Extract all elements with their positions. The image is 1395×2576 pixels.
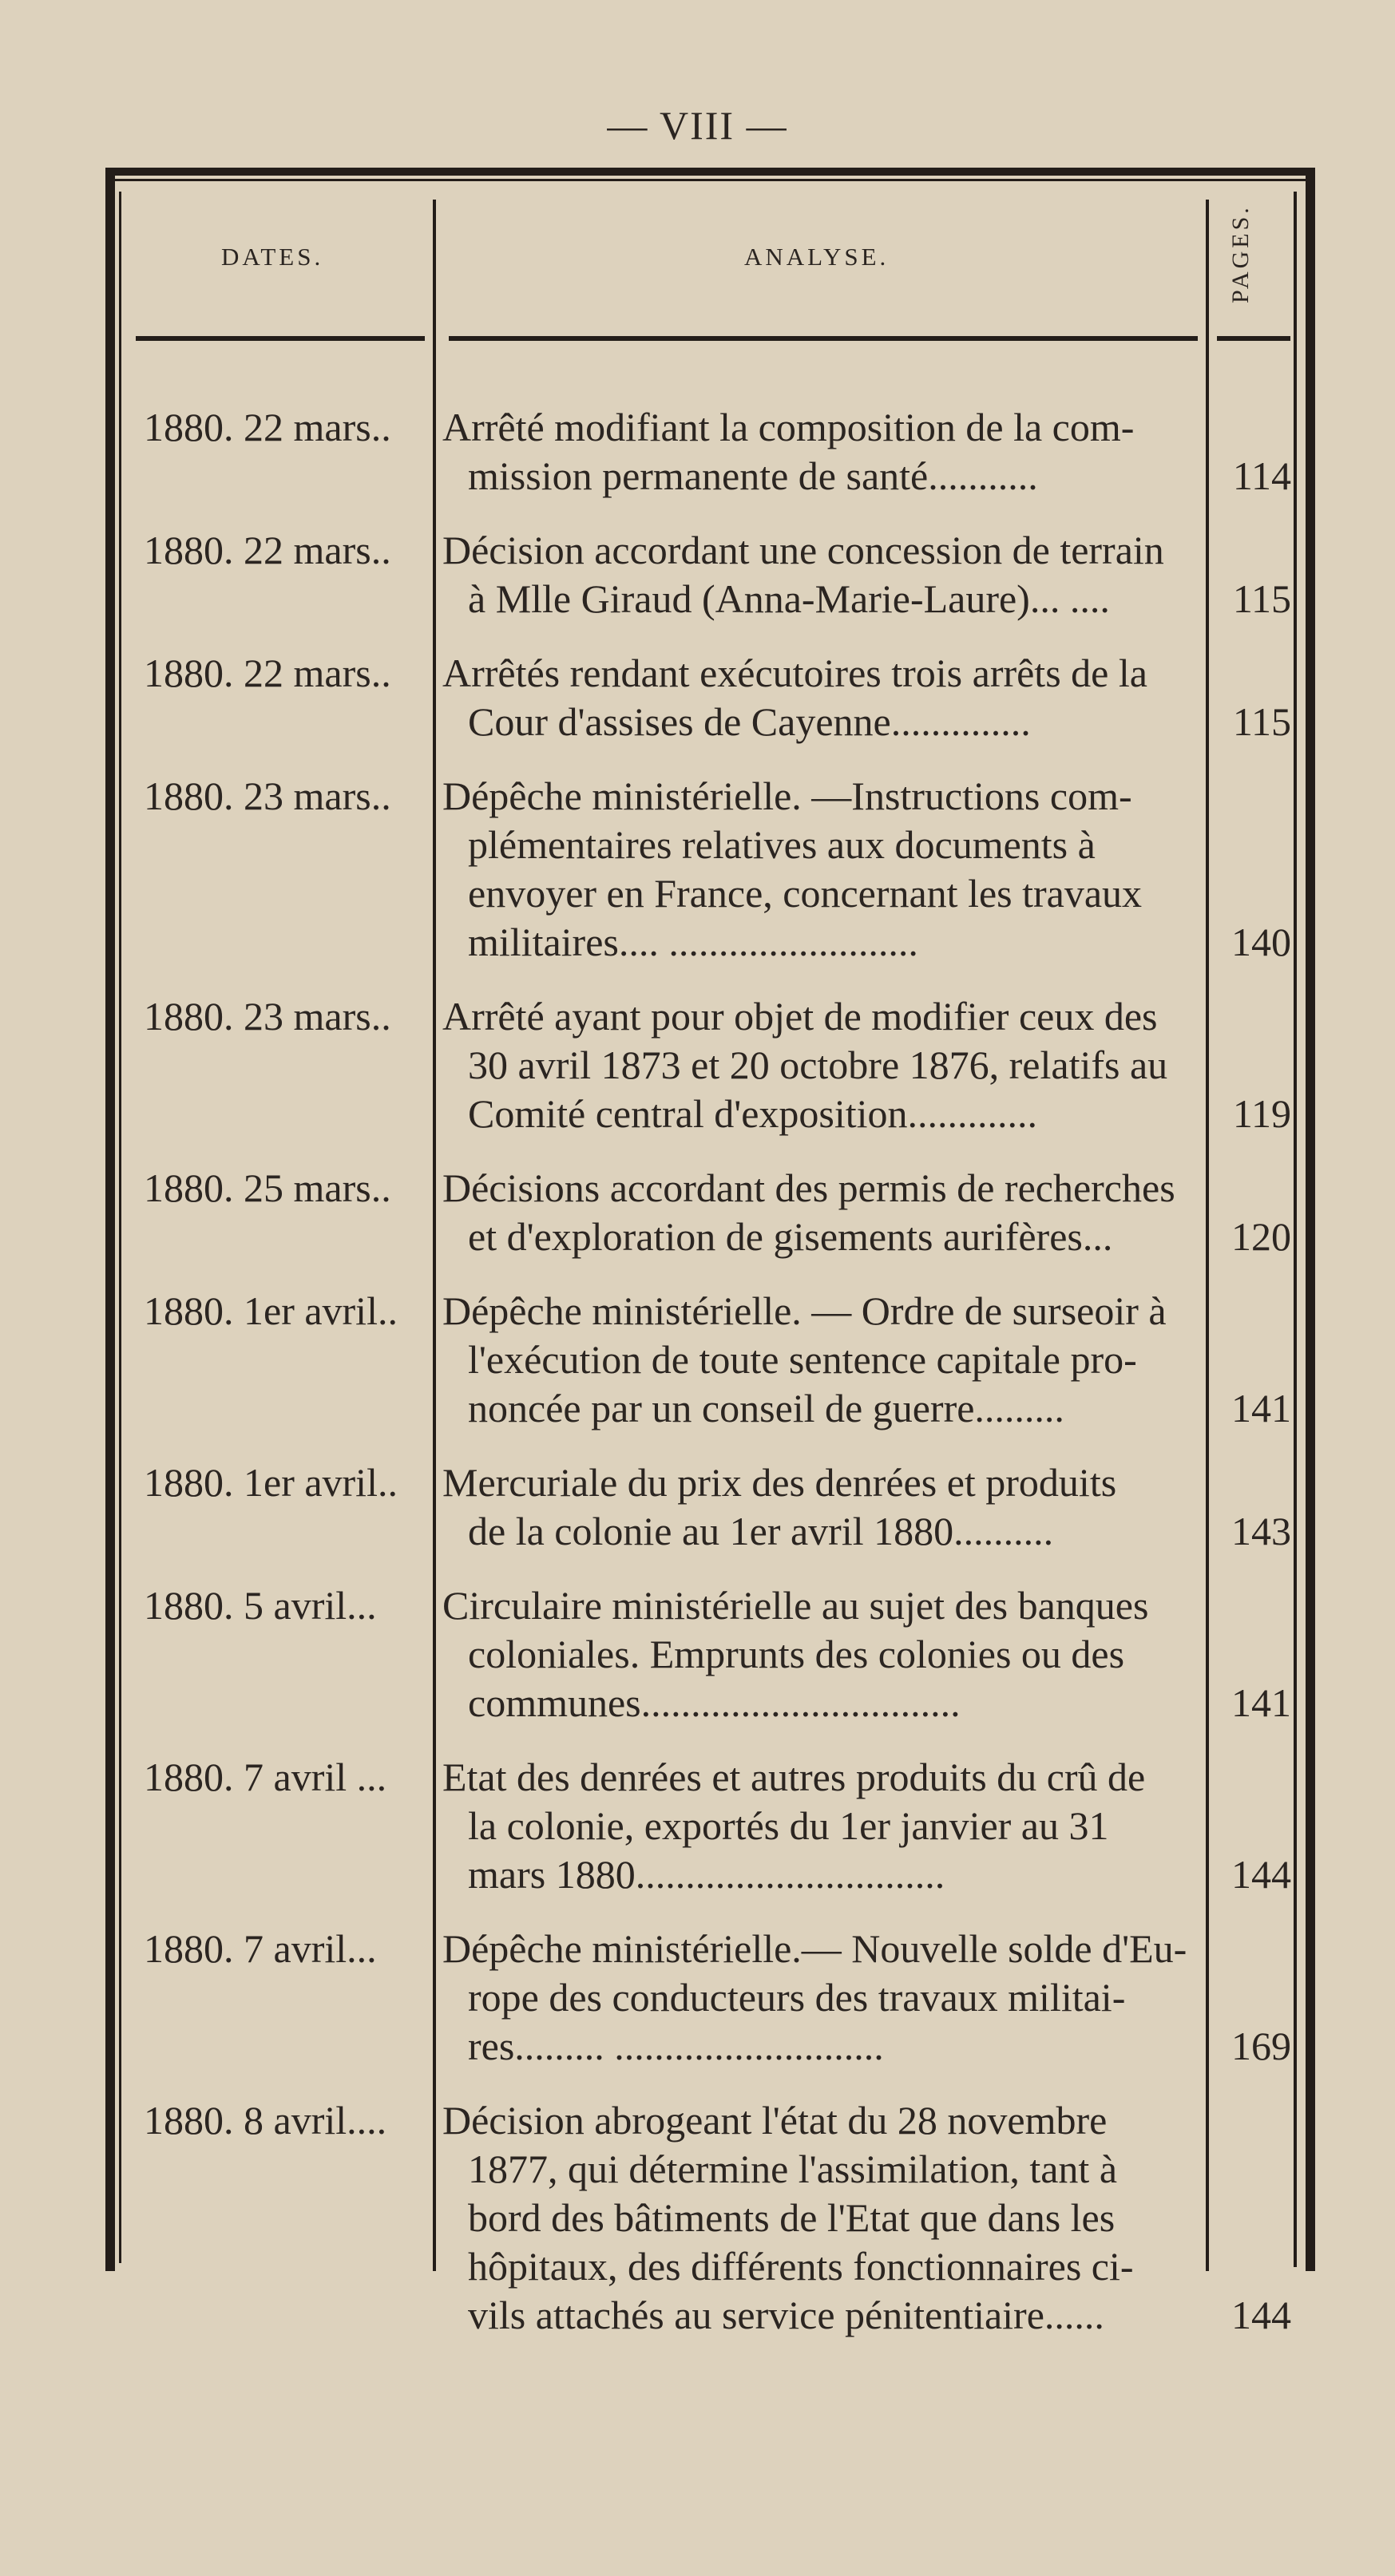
entry-analysis-line: à Mlle Giraud (Anna-Marie-Laure)... .... — [468, 576, 1110, 621]
entry-date: 1880. 22 mars.. — [144, 651, 391, 695]
entry-date: 1880. 1er avril.. — [144, 1288, 398, 1333]
entry-analysis — [442, 649, 1198, 746]
entry-page: 144 — [1231, 1852, 1291, 1897]
entry-analysis-line: noncée par un conseil de guerre......... — [468, 1386, 1064, 1430]
entry-page: 120 — [1231, 1214, 1291, 1259]
entry-analysis — [442, 1287, 1198, 1433]
entry-analysis — [442, 1458, 1198, 1556]
entry-date: 1880. 5 avril... — [144, 1583, 377, 1628]
entry-analysis-line: mars 1880............................... — [468, 1852, 945, 1897]
top-rule-thin — [105, 179, 1315, 181]
entry-date: 1880. 25 mars.. — [144, 1165, 391, 1210]
entry-analysis-line: Cour d'assises de Cayenne.............. — [468, 699, 1031, 744]
entry-analysis — [442, 992, 1198, 1138]
entry-analysis-line: communes................................ — [468, 1680, 961, 1725]
entry-page: 141 — [1231, 1386, 1291, 1430]
entry-analysis-line: Décisions accordant des permis de recherches — [442, 1165, 1175, 1210]
entry-analysis-line: Dépêche ministérielle. —Instructions com- — [442, 774, 1132, 818]
entry-analysis-line: Dépêche ministérielle.— Nouvelle solde d'Eu- — [442, 1926, 1187, 1971]
entry-analysis — [442, 2096, 1198, 2340]
entry-page: 114 — [1232, 453, 1291, 498]
entry-page: 140 — [1231, 920, 1291, 964]
entry-analysis-line: Etat des denrées et autres produits du crû de — [442, 1755, 1146, 1799]
entry-analysis-line: 1877, qui détermine l'assimilation, tant à — [468, 2147, 1118, 2191]
entry-analysis-line: hôpitaux, des différents fonctionnaires ci- — [468, 2244, 1134, 2289]
entry-analysis-line: Arrêté ayant pour objet de modifier ceux des — [442, 994, 1158, 1039]
column-divider-dates — [433, 200, 436, 2271]
entry-analysis — [442, 1753, 1198, 1899]
left-rule — [105, 168, 115, 2271]
entry-analysis-line: vils attachés au service pénitentiaire...... — [468, 2293, 1104, 2337]
entry-analysis-line: de la colonie au 1er avril 1880.......... — [468, 1509, 1054, 1553]
entry-analysis-line: Dépêche ministérielle. — Ordre de surseoir à — [442, 1288, 1167, 1333]
header-dates: DATES. — [221, 243, 324, 271]
index-table — [105, 168, 1315, 2337]
entry-analysis-line: Mercuriale du prix des denrées et produits — [442, 1460, 1117, 1505]
entry-analysis-line: Circulaire ministérielle au sujet des banques — [442, 1583, 1149, 1628]
entry-analysis-line: rope des conducteurs des travaux militai- — [468, 1975, 1126, 2020]
entry-analysis-line: Comité central d'exposition............. — [468, 1091, 1038, 1136]
entry-date: 1880. 23 mars.. — [144, 774, 391, 818]
header-underline-dates — [136, 336, 425, 341]
entry-analysis — [442, 1925, 1198, 2071]
entry-analysis — [442, 772, 1198, 967]
entry-analysis-line: coloniales. Emprunts des colonies ou des — [468, 1632, 1125, 1676]
entry-analysis-line: res......... ........................... — [468, 2024, 884, 2068]
entry-date: 1880. 8 avril.... — [144, 2098, 387, 2143]
entry-analysis-line: l'exécution de toute sentence capitale pro- — [468, 1337, 1137, 1382]
entry-analysis-line: envoyer en France, concernant les travaux — [468, 871, 1143, 916]
entry-analysis-line: 30 avril 1873 et 20 octobre 1876, relatifs au — [468, 1043, 1168, 1087]
header-underline-pages — [1217, 336, 1290, 341]
entry-page: 115 — [1232, 576, 1291, 621]
header-analyse: ANALYSE. — [744, 243, 890, 271]
right-rule-thin — [1294, 192, 1297, 2267]
entry-analysis-line: bord des bâtiments de l'Etat que dans les — [468, 2195, 1116, 2240]
entry-analysis-line: plémentaires relatives aux documents à — [468, 822, 1096, 867]
entry-page: 115 — [1232, 699, 1291, 744]
entry-analysis-line: la colonie, exportés du 1er janvier au 31 — [468, 1803, 1109, 1848]
entry-page: 141 — [1231, 1680, 1291, 1725]
entry-date: 1880. 1er avril.. — [144, 1460, 398, 1505]
page-number: — VIII — — [607, 103, 788, 148]
entry-date: 1880. 22 mars.. — [144, 405, 391, 449]
entry-date: 1880. 23 mars.. — [144, 994, 391, 1039]
entry-analysis — [442, 1581, 1198, 1727]
right-rule — [1306, 168, 1315, 2271]
entry-page: 119 — [1232, 1091, 1291, 1136]
entry-page: 169 — [1231, 2024, 1291, 2068]
entry-page: 144 — [1231, 2293, 1291, 2337]
entry-analysis — [442, 403, 1198, 501]
entry-analysis-line: et d'exploration de gisements aurifères... — [468, 1214, 1113, 1259]
entry-analysis-line: Arrêtés rendant exécutoires trois arrêts de la — [442, 651, 1147, 695]
header-pages: PAGES. — [1227, 204, 1254, 303]
entry-date: 1880. 22 mars.. — [144, 528, 391, 572]
entry-page: 143 — [1231, 1509, 1291, 1553]
left-rule-thin — [119, 192, 121, 2263]
entry-date: 1880. 7 avril ... — [144, 1755, 387, 1799]
entry-analysis-line: militaires.... ......................... — [468, 920, 918, 964]
entry-analysis-line: Décision abrogeant l'état du 28 novembre — [442, 2098, 1108, 2143]
entry-analysis-line: mission permanente de santé........... — [468, 453, 1038, 498]
entry-date: 1880. 7 avril... — [144, 1926, 377, 1971]
header-underline-analyse — [449, 336, 1198, 341]
top-rule — [105, 168, 1315, 176]
entry-analysis-line: Arrêté modifiant la composition de la com- — [442, 405, 1135, 449]
entry-analysis — [442, 1164, 1198, 1261]
column-divider-pages — [1206, 200, 1209, 2271]
entry-analysis — [442, 526, 1198, 623]
entry-analysis-line: Décision accordant une concession de terrain — [442, 528, 1164, 572]
